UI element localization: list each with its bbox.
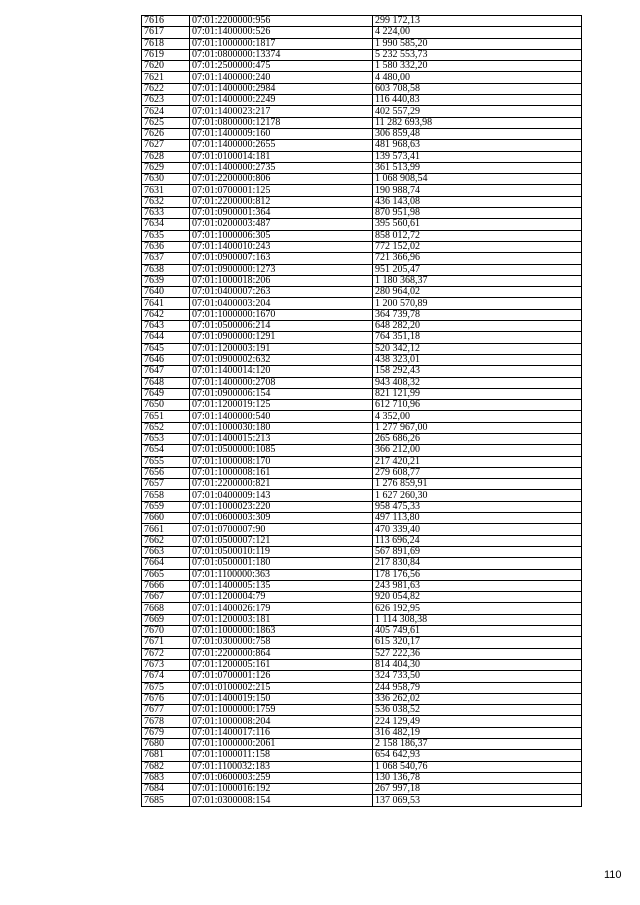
table-row [142, 592, 582, 603]
cadastral-number-cell: 07:01:2200000:821 [190, 479, 373, 490]
cadastral-value-cell: 764 351,18 [373, 332, 582, 343]
table-row [142, 671, 582, 682]
table-row [142, 750, 582, 761]
table-row [142, 27, 582, 38]
table-row [142, 208, 582, 219]
table-row [142, 106, 582, 117]
cadastral-number-cell: 07:01:0700001:126 [190, 671, 373, 682]
cadastral-value-cell: 265 686,26 [373, 433, 582, 444]
table-body [142, 16, 582, 807]
cadastral-number-cell: 07:01:1000006:305 [190, 230, 373, 241]
cadastral-number-cell: 07:01:1200003:181 [190, 614, 373, 625]
row-number-cell: 7630 [142, 174, 190, 185]
cadastral-number-cell: 07:01:1200005:161 [190, 659, 373, 670]
table-row [142, 49, 582, 60]
row-number-cell: 7620 [142, 61, 190, 72]
row-number-cell: 7670 [142, 626, 190, 637]
row-number-cell: 7685 [142, 795, 190, 806]
row-number-cell: 7635 [142, 230, 190, 241]
cadastral-number-cell: 07:01:1000023:220 [190, 501, 373, 512]
cadastral-value-cell: 1 277 967,00 [373, 422, 582, 433]
table-row [142, 230, 582, 241]
table-row [142, 682, 582, 693]
cadastral-number-cell: 07:01:1000018:206 [190, 275, 373, 286]
row-number-cell: 7662 [142, 535, 190, 546]
table-row [142, 456, 582, 467]
table-row [142, 61, 582, 72]
cadastral-number-cell: 07:01:0900000:1273 [190, 264, 373, 275]
row-number-cell: 7622 [142, 83, 190, 94]
cadastral-number-cell: 07:01:1400000:2708 [190, 377, 373, 388]
cadastral-number-cell: 07:01:1000000:1670 [190, 309, 373, 320]
table-row [142, 275, 582, 286]
cadastral-value-cell: 324 733,50 [373, 671, 582, 682]
cadastral-value-cell: 5 232 553,73 [373, 49, 582, 60]
row-number-cell: 7678 [142, 716, 190, 727]
cadastral-number-cell: 07:01:0500010:119 [190, 546, 373, 557]
cadastral-number-cell: 07:01:0400003:204 [190, 298, 373, 309]
cadastral-value-cell: 858 012,72 [373, 230, 582, 241]
row-number-cell: 7655 [142, 456, 190, 467]
table-row [142, 95, 582, 106]
cadastral-value-cell: 438 323,01 [373, 354, 582, 365]
cadastral-value-cell: 943 408,32 [373, 377, 582, 388]
cadastral-value-cell: 567 891,69 [373, 546, 582, 557]
table-row [142, 83, 582, 94]
cadastral-value-cell: 721 366,96 [373, 253, 582, 264]
cadastral-value-cell: 336 262,02 [373, 693, 582, 704]
cadastral-value-cell: 113 696,24 [373, 535, 582, 546]
table-row [142, 174, 582, 185]
cadastral-value-cell: 243 981,63 [373, 580, 582, 591]
cadastral-number-cell: 07:01:1400000:2249 [190, 95, 373, 106]
cadastral-value-cell: 958 475,33 [373, 501, 582, 512]
row-number-cell: 7625 [142, 117, 190, 128]
row-number-cell: 7667 [142, 592, 190, 603]
row-number-cell: 7654 [142, 445, 190, 456]
table-row [142, 388, 582, 399]
cadastral-value-cell: 366 212,00 [373, 445, 582, 456]
cadastral-value-cell: 4 224,00 [373, 27, 582, 38]
row-number-cell: 7660 [142, 513, 190, 524]
table-row [142, 253, 582, 264]
row-number-cell: 7677 [142, 705, 190, 716]
cadastral-value-cell: 1 990 585,20 [373, 38, 582, 49]
cadastral-number-cell: 07:01:0300008:154 [190, 795, 373, 806]
row-number-cell: 7648 [142, 377, 190, 388]
cadastral-number-cell: 07:01:1000011:158 [190, 750, 373, 761]
cadastral-value-cell: 4 352,00 [373, 411, 582, 422]
table-row [142, 490, 582, 501]
row-number-cell: 7651 [142, 411, 190, 422]
cadastral-number-cell: 07:01:0600003:309 [190, 513, 373, 524]
cadastral-value-cell: 158 292,43 [373, 366, 582, 377]
row-number-cell: 7624 [142, 106, 190, 117]
row-number-cell: 7645 [142, 343, 190, 354]
table-row [142, 716, 582, 727]
cadastral-number-cell: 07:01:0100002:215 [190, 682, 373, 693]
table-row [142, 467, 582, 478]
cadastral-number-cell: 07:01:0700007:90 [190, 524, 373, 535]
row-number-cell: 7621 [142, 72, 190, 83]
row-number-cell: 7644 [142, 332, 190, 343]
cadastral-value-cell: 1 180 368,37 [373, 275, 582, 286]
cadastral-value-cell: 217 420,21 [373, 456, 582, 467]
table-row [142, 354, 582, 365]
row-number-cell: 7639 [142, 275, 190, 286]
cadastral-value-cell: 821 121,99 [373, 388, 582, 399]
cadastral-number-cell: 07:01:1400019:150 [190, 693, 373, 704]
table-row [142, 38, 582, 49]
table-row [142, 287, 582, 298]
row-number-cell: 7657 [142, 479, 190, 490]
row-number-cell: 7617 [142, 27, 190, 38]
cadastral-number-cell: 07:01:0700001:125 [190, 185, 373, 196]
cadastral-value-cell: 130 136,78 [373, 772, 582, 783]
row-number-cell: 7682 [142, 761, 190, 772]
cadastral-value-cell: 224 129,49 [373, 716, 582, 727]
table-row [142, 637, 582, 648]
row-number-cell: 7681 [142, 750, 190, 761]
cadastral-value-cell: 244 958,79 [373, 682, 582, 693]
cadastral-number-cell: 07:01:1400010:243 [190, 241, 373, 252]
cadastral-value-cell: 612 710,96 [373, 400, 582, 411]
row-number-cell: 7669 [142, 614, 190, 625]
cadastral-number-cell: 07:01:1400000:526 [190, 27, 373, 38]
cadastral-number-cell: 07:01:0300000:758 [190, 637, 373, 648]
table-row [142, 626, 582, 637]
table-row [142, 727, 582, 738]
row-number-cell: 7633 [142, 208, 190, 219]
table-row [142, 445, 582, 456]
row-number-cell: 7671 [142, 637, 190, 648]
cadastral-number-cell: 07:01:2200000:812 [190, 196, 373, 207]
cadastral-value-cell: 1 276 859,91 [373, 479, 582, 490]
cadastral-value-cell: 2 158 186,37 [373, 739, 582, 750]
cadastral-number-cell: 07:01:0900000:1291 [190, 332, 373, 343]
cadastral-value-cell: 405 749,61 [373, 626, 582, 637]
cadastral-number-cell: 07:01:1000030:180 [190, 422, 373, 433]
cadastral-number-cell: 07:01:0900006:154 [190, 388, 373, 399]
cadastral-number-cell: 07:01:1400023:217 [190, 106, 373, 117]
cadastral-number-cell: 07:01:1000016:192 [190, 784, 373, 795]
table-row [142, 185, 582, 196]
cadastral-value-cell: 920 054,82 [373, 592, 582, 603]
row-number-cell: 7664 [142, 558, 190, 569]
table-row [142, 614, 582, 625]
row-number-cell: 7634 [142, 219, 190, 230]
cadastral-number-cell: 07:01:1400000:240 [190, 72, 373, 83]
cadastral-value-cell: 279 608,77 [373, 467, 582, 478]
cadastral-number-cell: 07:01:0600003:259 [190, 772, 373, 783]
cadastral-value-cell: 648 282,20 [373, 321, 582, 332]
row-number-cell: 7641 [142, 298, 190, 309]
table-row [142, 343, 582, 354]
cadastral-number-cell: 07:01:1000000:1863 [190, 626, 373, 637]
row-number-cell: 7650 [142, 400, 190, 411]
row-number-cell: 7679 [142, 727, 190, 738]
cadastral-value-cell: 536 038,52 [373, 705, 582, 716]
cadastral-value-cell: 1 068 540,76 [373, 761, 582, 772]
cadastral-number-cell: 07:01:0900002:632 [190, 354, 373, 365]
cadastral-number-cell: 07:01:0500001:180 [190, 558, 373, 569]
cadastral-value-cell: 603 708,58 [373, 83, 582, 94]
row-number-cell: 7626 [142, 128, 190, 139]
table-row [142, 140, 582, 151]
cadastral-value-table [141, 15, 582, 807]
cadastral-value-cell: 436 143,08 [373, 196, 582, 207]
table-row [142, 513, 582, 524]
cadastral-value-cell: 1 627 260,30 [373, 490, 582, 501]
row-number-cell: 7661 [142, 524, 190, 535]
cadastral-number-cell: 07:01:1400026:179 [190, 603, 373, 614]
row-number-cell: 7636 [142, 241, 190, 252]
table-row [142, 772, 582, 783]
cadastral-value-cell: 402 557,29 [373, 106, 582, 117]
cadastral-value-cell: 470 339,40 [373, 524, 582, 535]
table-row [142, 535, 582, 546]
row-number-cell: 7666 [142, 580, 190, 591]
cadastral-number-cell: 07:01:1400017:116 [190, 727, 373, 738]
row-number-cell: 7658 [142, 490, 190, 501]
cadastral-number-cell: 07:01:1100000:363 [190, 569, 373, 580]
cadastral-value-cell: 654 642,93 [373, 750, 582, 761]
row-number-cell: 7627 [142, 140, 190, 151]
table-row [142, 264, 582, 275]
table-row [142, 309, 582, 320]
table-row [142, 162, 582, 173]
table-row [142, 151, 582, 162]
cadastral-number-cell: 07:01:2200000:864 [190, 648, 373, 659]
cadastral-number-cell: 07:01:1000008:161 [190, 467, 373, 478]
table-row [142, 219, 582, 230]
cadastral-number-cell: 07:01:0400007:263 [190, 287, 373, 298]
cadastral-value-cell: 772 152,02 [373, 241, 582, 252]
row-number-cell: 7676 [142, 693, 190, 704]
row-number-cell: 7684 [142, 784, 190, 795]
row-number-cell: 7623 [142, 95, 190, 106]
table-row [142, 332, 582, 343]
table-row [142, 659, 582, 670]
cadastral-number-cell: 07:01:0200003:487 [190, 219, 373, 230]
table-row [142, 377, 582, 388]
cadastral-value-cell: 137 069,53 [373, 795, 582, 806]
row-number-cell: 7642 [142, 309, 190, 320]
cadastral-value-cell: 520 342,12 [373, 343, 582, 354]
cadastral-value-cell: 1 200 570,89 [373, 298, 582, 309]
cadastral-number-cell: 07:01:1200019:125 [190, 400, 373, 411]
row-number-cell: 7653 [142, 433, 190, 444]
cadastral-number-cell: 07:01:0400009:143 [190, 490, 373, 501]
row-number-cell: 7663 [142, 546, 190, 557]
cadastral-number-cell: 07:01:1400000:2735 [190, 162, 373, 173]
cadastral-value-cell: 190 988,74 [373, 185, 582, 196]
table-row [142, 648, 582, 659]
cadastral-number-cell: 07:01:2500000:475 [190, 61, 373, 72]
cadastral-number-cell: 07:01:1100032:183 [190, 761, 373, 772]
cadastral-value-cell: 527 222,36 [373, 648, 582, 659]
row-number-cell: 7649 [142, 388, 190, 399]
row-number-cell: 7640 [142, 287, 190, 298]
cadastral-number-cell: 07:01:1200004:79 [190, 592, 373, 603]
cadastral-value-cell: 280 964,02 [373, 287, 582, 298]
table-row [142, 603, 582, 614]
table-row [142, 569, 582, 580]
table-row [142, 400, 582, 411]
table-row [142, 580, 582, 591]
row-number-cell: 7618 [142, 38, 190, 49]
cadastral-number-cell: 07:01:1000008:170 [190, 456, 373, 467]
row-number-cell: 7637 [142, 253, 190, 264]
cadastral-value-cell: 299 172,13 [373, 16, 582, 27]
row-number-cell: 7619 [142, 49, 190, 60]
cadastral-value-cell: 139 573,41 [373, 151, 582, 162]
cadastral-value-cell: 626 192,95 [373, 603, 582, 614]
cadastral-number-cell: 07:01:0500007:121 [190, 535, 373, 546]
row-number-cell: 7675 [142, 682, 190, 693]
row-number-cell: 7672 [142, 648, 190, 659]
cadastral-number-cell: 07:01:1400015:213 [190, 433, 373, 444]
cadastral-value-cell: 497 113,80 [373, 513, 582, 524]
page-number: 110 [604, 869, 622, 881]
row-number-cell: 7646 [142, 354, 190, 365]
table-row [142, 501, 582, 512]
cadastral-number-cell: 07:01:0900001:364 [190, 208, 373, 219]
table-row [142, 705, 582, 716]
cadastral-number-cell: 07:01:1000000:1759 [190, 705, 373, 716]
table-row [142, 16, 582, 27]
cadastral-number-cell: 07:01:1000000:1817 [190, 38, 373, 49]
table-row [142, 784, 582, 795]
table-row [142, 117, 582, 128]
row-number-cell: 7631 [142, 185, 190, 196]
row-number-cell: 7643 [142, 321, 190, 332]
cadastral-value-cell: 306 859,48 [373, 128, 582, 139]
cadastral-number-cell: 07:01:1400014:120 [190, 366, 373, 377]
cadastral-number-cell: 07:01:0800000:12178 [190, 117, 373, 128]
cadastral-value-cell: 217 830,84 [373, 558, 582, 569]
cadastral-value-cell: 364 739,78 [373, 309, 582, 320]
cadastral-number-cell: 07:01:2200000:956 [190, 16, 373, 27]
cadastral-number-cell: 07:01:1400009:160 [190, 128, 373, 139]
row-number-cell: 7632 [142, 196, 190, 207]
row-number-cell: 7656 [142, 467, 190, 478]
cadastral-number-cell: 07:01:1400000:540 [190, 411, 373, 422]
row-number-cell: 7652 [142, 422, 190, 433]
cadastral-value-cell: 870 951,98 [373, 208, 582, 219]
table-row [142, 524, 582, 535]
cadastral-value-cell: 1 068 908,54 [373, 174, 582, 185]
cadastral-value-cell: 361 513,99 [373, 162, 582, 173]
table-row [142, 196, 582, 207]
cadastral-value-cell: 481 968,63 [373, 140, 582, 151]
table-row [142, 761, 582, 772]
cadastral-number-cell: 07:01:0100014:181 [190, 151, 373, 162]
table-row [142, 479, 582, 490]
row-number-cell: 7674 [142, 671, 190, 682]
cadastral-number-cell: 07:01:1400000:2655 [190, 140, 373, 151]
table-row [142, 72, 582, 83]
table-row [142, 433, 582, 444]
row-number-cell: 7668 [142, 603, 190, 614]
cadastral-number-cell: 07:01:1400005:135 [190, 580, 373, 591]
table-row [142, 366, 582, 377]
table-row [142, 321, 582, 332]
table-row [142, 128, 582, 139]
row-number-cell: 7665 [142, 569, 190, 580]
table-row [142, 411, 582, 422]
table-row [142, 795, 582, 806]
row-number-cell: 7683 [142, 772, 190, 783]
table-row [142, 693, 582, 704]
cadastral-value-cell: 1 114 308,38 [373, 614, 582, 625]
row-number-cell: 7638 [142, 264, 190, 275]
table-row [142, 546, 582, 557]
cadastral-number-cell: 07:01:0800000:13374 [190, 49, 373, 60]
cadastral-number-cell: 07:01:0500006:214 [190, 321, 373, 332]
table-row [142, 422, 582, 433]
cadastral-value-cell: 1 580 332,20 [373, 61, 582, 72]
row-number-cell: 7673 [142, 659, 190, 670]
cadastral-number-cell: 07:01:2200000:806 [190, 174, 373, 185]
row-number-cell: 7629 [142, 162, 190, 173]
cadastral-value-cell: 814 404,30 [373, 659, 582, 670]
table-row [142, 739, 582, 750]
cadastral-number-cell: 07:01:1400000:2984 [190, 83, 373, 94]
row-number-cell: 7616 [142, 16, 190, 27]
row-number-cell: 7647 [142, 366, 190, 377]
cadastral-value-cell: 951 205,47 [373, 264, 582, 275]
row-number-cell: 7680 [142, 739, 190, 750]
cadastral-value-cell: 267 997,18 [373, 784, 582, 795]
row-number-cell: 7628 [142, 151, 190, 162]
cadastral-number-cell: 07:01:0900007:163 [190, 253, 373, 264]
row-number-cell: 7659 [142, 501, 190, 512]
table-row [142, 298, 582, 309]
cadastral-number-cell: 07:01:1000008:204 [190, 716, 373, 727]
cadastral-number-cell: 07:01:1000000:2061 [190, 739, 373, 750]
cadastral-number-cell: 07:01:1200003:191 [190, 343, 373, 354]
cadastral-value-cell: 178 176,56 [373, 569, 582, 580]
cadastral-value-cell: 4 480,00 [373, 72, 582, 83]
table-row [142, 241, 582, 252]
cadastral-value-cell: 116 440,83 [373, 95, 582, 106]
cadastral-number-cell: 07:01:0500000:1085 [190, 445, 373, 456]
table-row [142, 558, 582, 569]
cadastral-value-cell: 11 282 693,98 [373, 117, 582, 128]
cadastral-value-cell: 615 320,17 [373, 637, 582, 648]
cadastral-value-cell: 395 560,61 [373, 219, 582, 230]
cadastral-value-cell: 316 482,19 [373, 727, 582, 738]
